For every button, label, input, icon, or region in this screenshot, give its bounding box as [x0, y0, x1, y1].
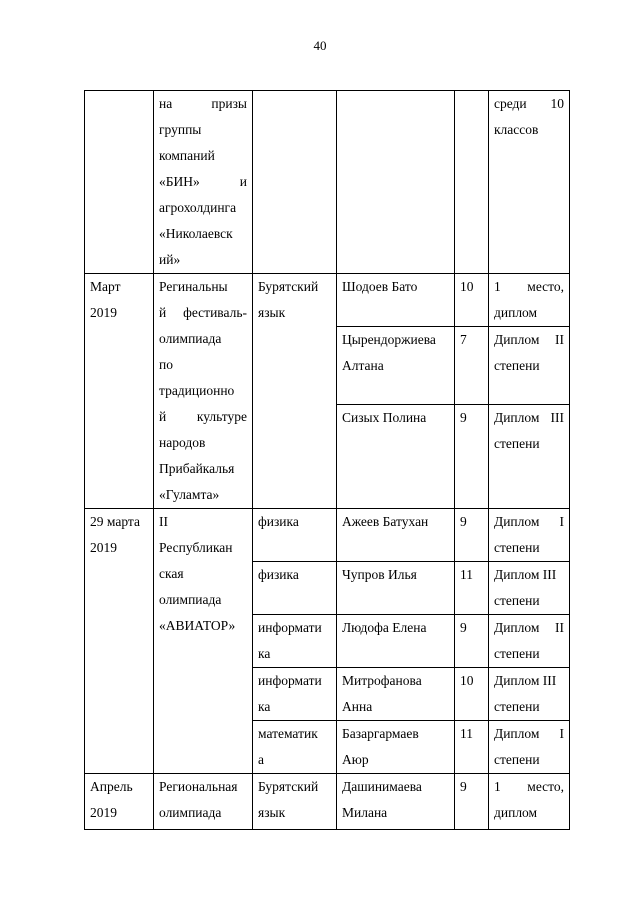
awards-table — [84, 90, 570, 830]
name-cell: Дашинимаева Милана — [337, 774, 455, 830]
result-cell: Диплом III степени — [489, 668, 570, 721]
result-cell: 1 место, диплом — [489, 774, 570, 830]
event-cell: Регинальны й фестиваль- олимпиада по традиционно й культуре народов Прибайкалья «Гуламта» — [154, 274, 253, 509]
table-row — [85, 774, 570, 830]
table-row — [85, 509, 570, 562]
event-cell: II Республикан ская олимпиада «АВИАТОР» — [154, 509, 253, 774]
subject-cell: информати ка — [253, 668, 337, 721]
grade-cell: 10 — [455, 668, 489, 721]
grade-cell: 9 — [455, 774, 489, 830]
subject-cell: математик а — [253, 721, 337, 774]
name-cell: Шодоев Бато — [337, 274, 455, 327]
grade-cell: 11 — [455, 721, 489, 774]
grade-cell: 10 — [455, 274, 489, 327]
result-cell: Диплом I степени — [489, 509, 570, 562]
date-cell — [85, 91, 154, 274]
result-cell: Диплом I степени — [489, 721, 570, 774]
event-cell: на призы группы компаний «БИН» и агрохолдинга «Николаевск ий» — [154, 91, 253, 274]
grade-cell: 7 — [455, 327, 489, 405]
result-cell: Диплом II степени — [489, 615, 570, 668]
grade-cell: 9 — [455, 405, 489, 509]
name-cell: Ажеев Батухан — [337, 509, 455, 562]
result-cell: Диплом II степени — [489, 327, 570, 405]
name-cell: Людофа Елена — [337, 615, 455, 668]
subject-cell: информати ка — [253, 615, 337, 668]
page-number: 40 — [313, 38, 327, 53]
table-row — [85, 274, 570, 327]
grade-cell: 9 — [455, 615, 489, 668]
subject-cell: Бурятский язык — [253, 274, 337, 509]
subject-cell: физика — [253, 509, 337, 562]
name-cell: Чупров Илья — [337, 562, 455, 615]
name-cell: Митрофанова Анна — [337, 668, 455, 721]
event-cell: Региональная олимпиада — [154, 774, 253, 830]
subject-cell: физика — [253, 562, 337, 615]
name-cell: Сизых Полина — [337, 405, 455, 509]
date-cell: Март 2019 — [85, 274, 154, 509]
name-cell — [337, 91, 455, 274]
name-cell: Базаргармаев Аюр — [337, 721, 455, 774]
grade-cell: 9 — [455, 509, 489, 562]
subject-cell — [253, 91, 337, 274]
result-cell: среди 10 классов — [489, 91, 570, 274]
date-cell: 29 марта 2019 — [85, 509, 154, 774]
name-cell: Цырендоржиева Алтана — [337, 327, 455, 405]
table-row — [85, 91, 570, 274]
result-cell: Диплом III степени — [489, 562, 570, 615]
grade-cell: 11 — [455, 562, 489, 615]
result-cell: Диплом III степени — [489, 405, 570, 509]
subject-cell: Бурятский язык — [253, 774, 337, 830]
date-cell: Апрель 2019 — [85, 774, 154, 830]
result-cell: 1 место, диплом — [489, 274, 570, 327]
grade-cell — [455, 91, 489, 274]
